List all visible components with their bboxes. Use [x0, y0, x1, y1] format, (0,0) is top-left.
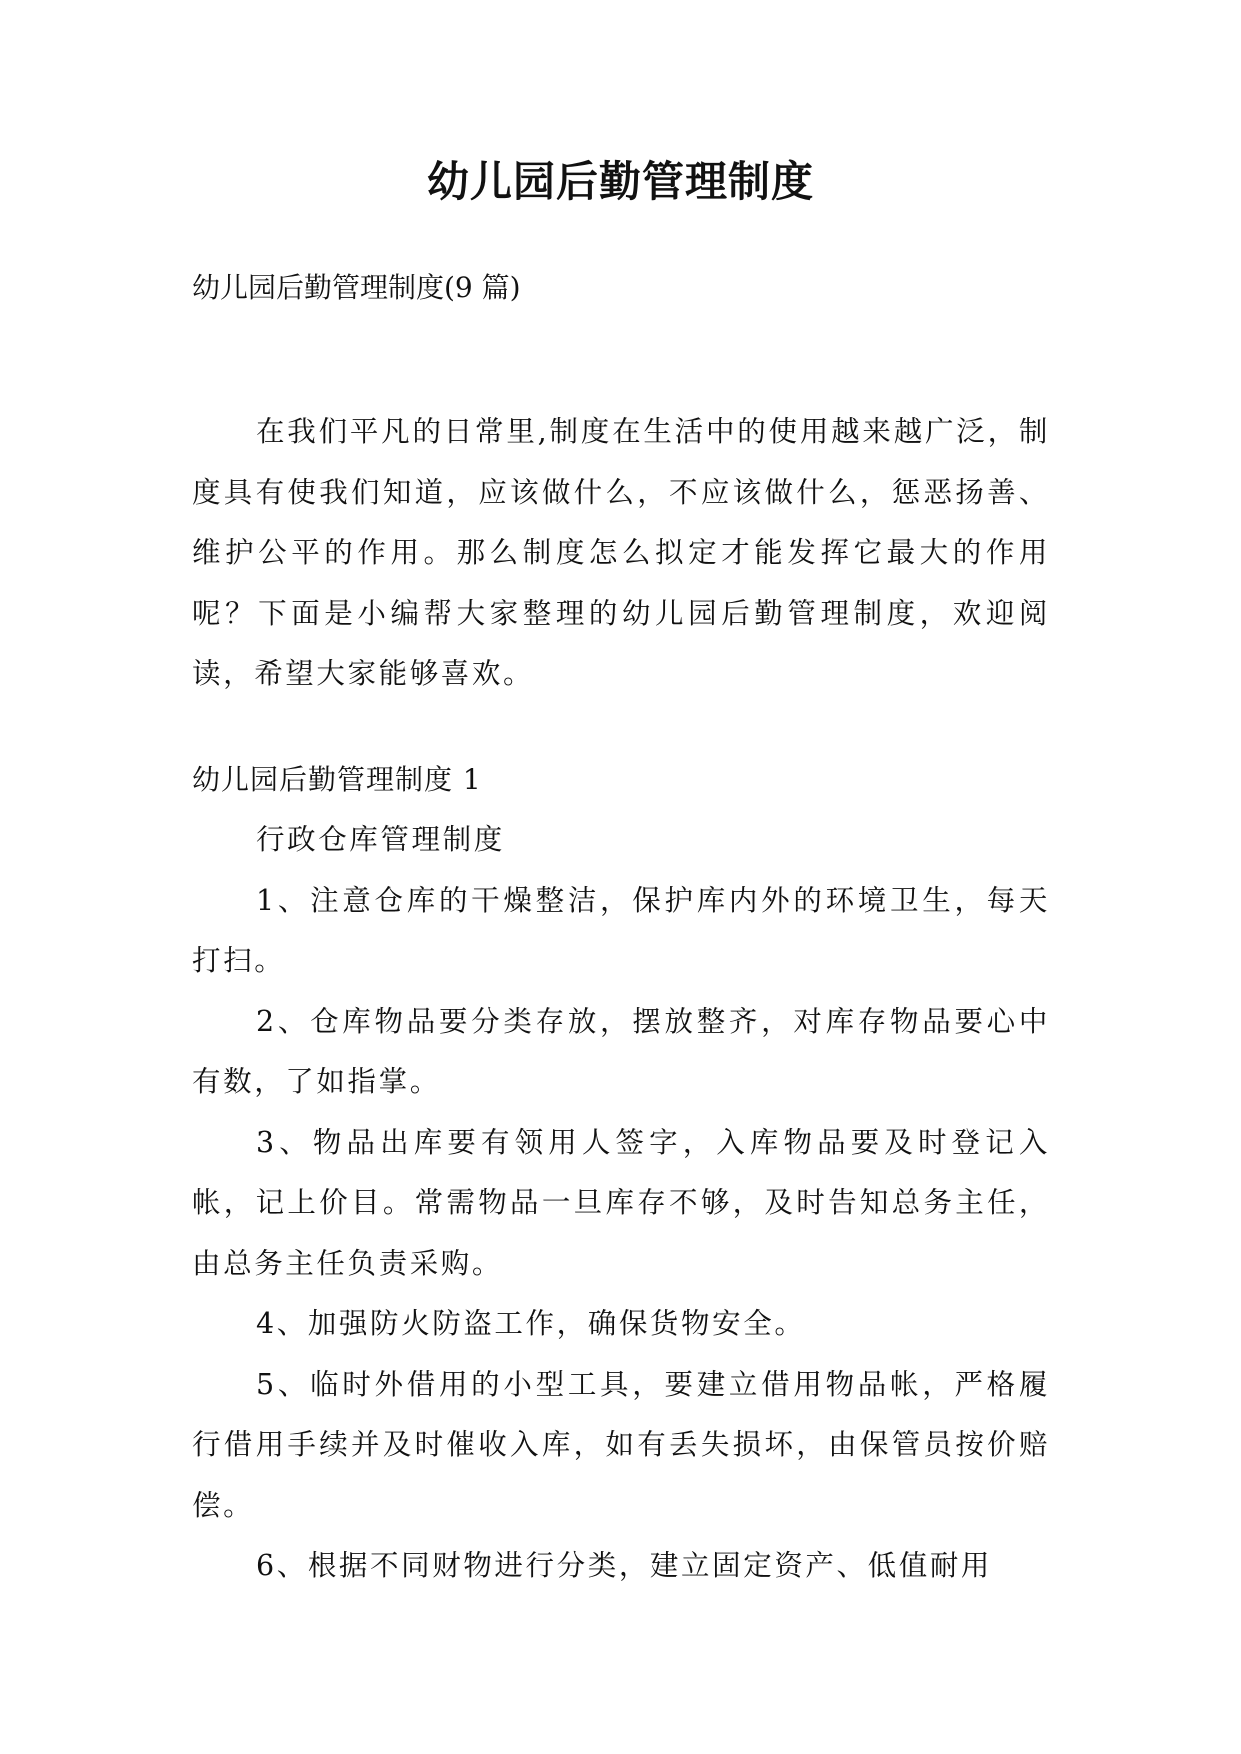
rule-item: 3、物品出库要有领用人签字，入库物品要及时登记入帐，记上价目。常需物品一旦库存不够，及时告知总务主任，由总务主任负责采购。	[192, 1125, 1050, 1280]
rules-list	[192, 810, 1050, 1597]
section-subheading: 行政仓库管理制度	[256, 823, 505, 856]
rule-item: 4、加强防火防盗工作，确保货物安全。	[256, 1307, 806, 1340]
intro-paragraph: 在我们平凡的日常里,制度在生活中的使用越来越广泛，制度具有使我们知道，应该做什么，不应该做什么，惩恶扬善、维护公平的作用。那么制度怎么拟定才能发挥它最大的作用呢？下面是小编帮大家整理的幼儿园后勤管理制度，欢迎阅读，希望大家能够喜欢。	[192, 415, 1050, 690]
section-heading: 幼儿园后勤管理制度 1	[192, 763, 482, 796]
document-subtitle: 幼儿园后勤管理制度(9 篇)	[192, 271, 521, 304]
rule-item: 2、仓库物品要分类存放，摆放整齐，对库存物品要心中有数，了如指掌。	[192, 1004, 1050, 1098]
document-title: 幼儿园后勤管理制度	[426, 157, 814, 206]
rule-item: 1、注意仓库的干燥整洁，保护库内外的环境卫生，每天打扫。	[192, 883, 1050, 977]
rule-item: 6、根据不同财物进行分类，建立固定资产、低值耐用	[256, 1549, 993, 1582]
rule-item: 5、临时外借用的小型工具，要建立借用物品帐，严格履行借用手续并及时催收入库，如有丢失损坏，由保管员按价赔偿。	[192, 1367, 1050, 1522]
